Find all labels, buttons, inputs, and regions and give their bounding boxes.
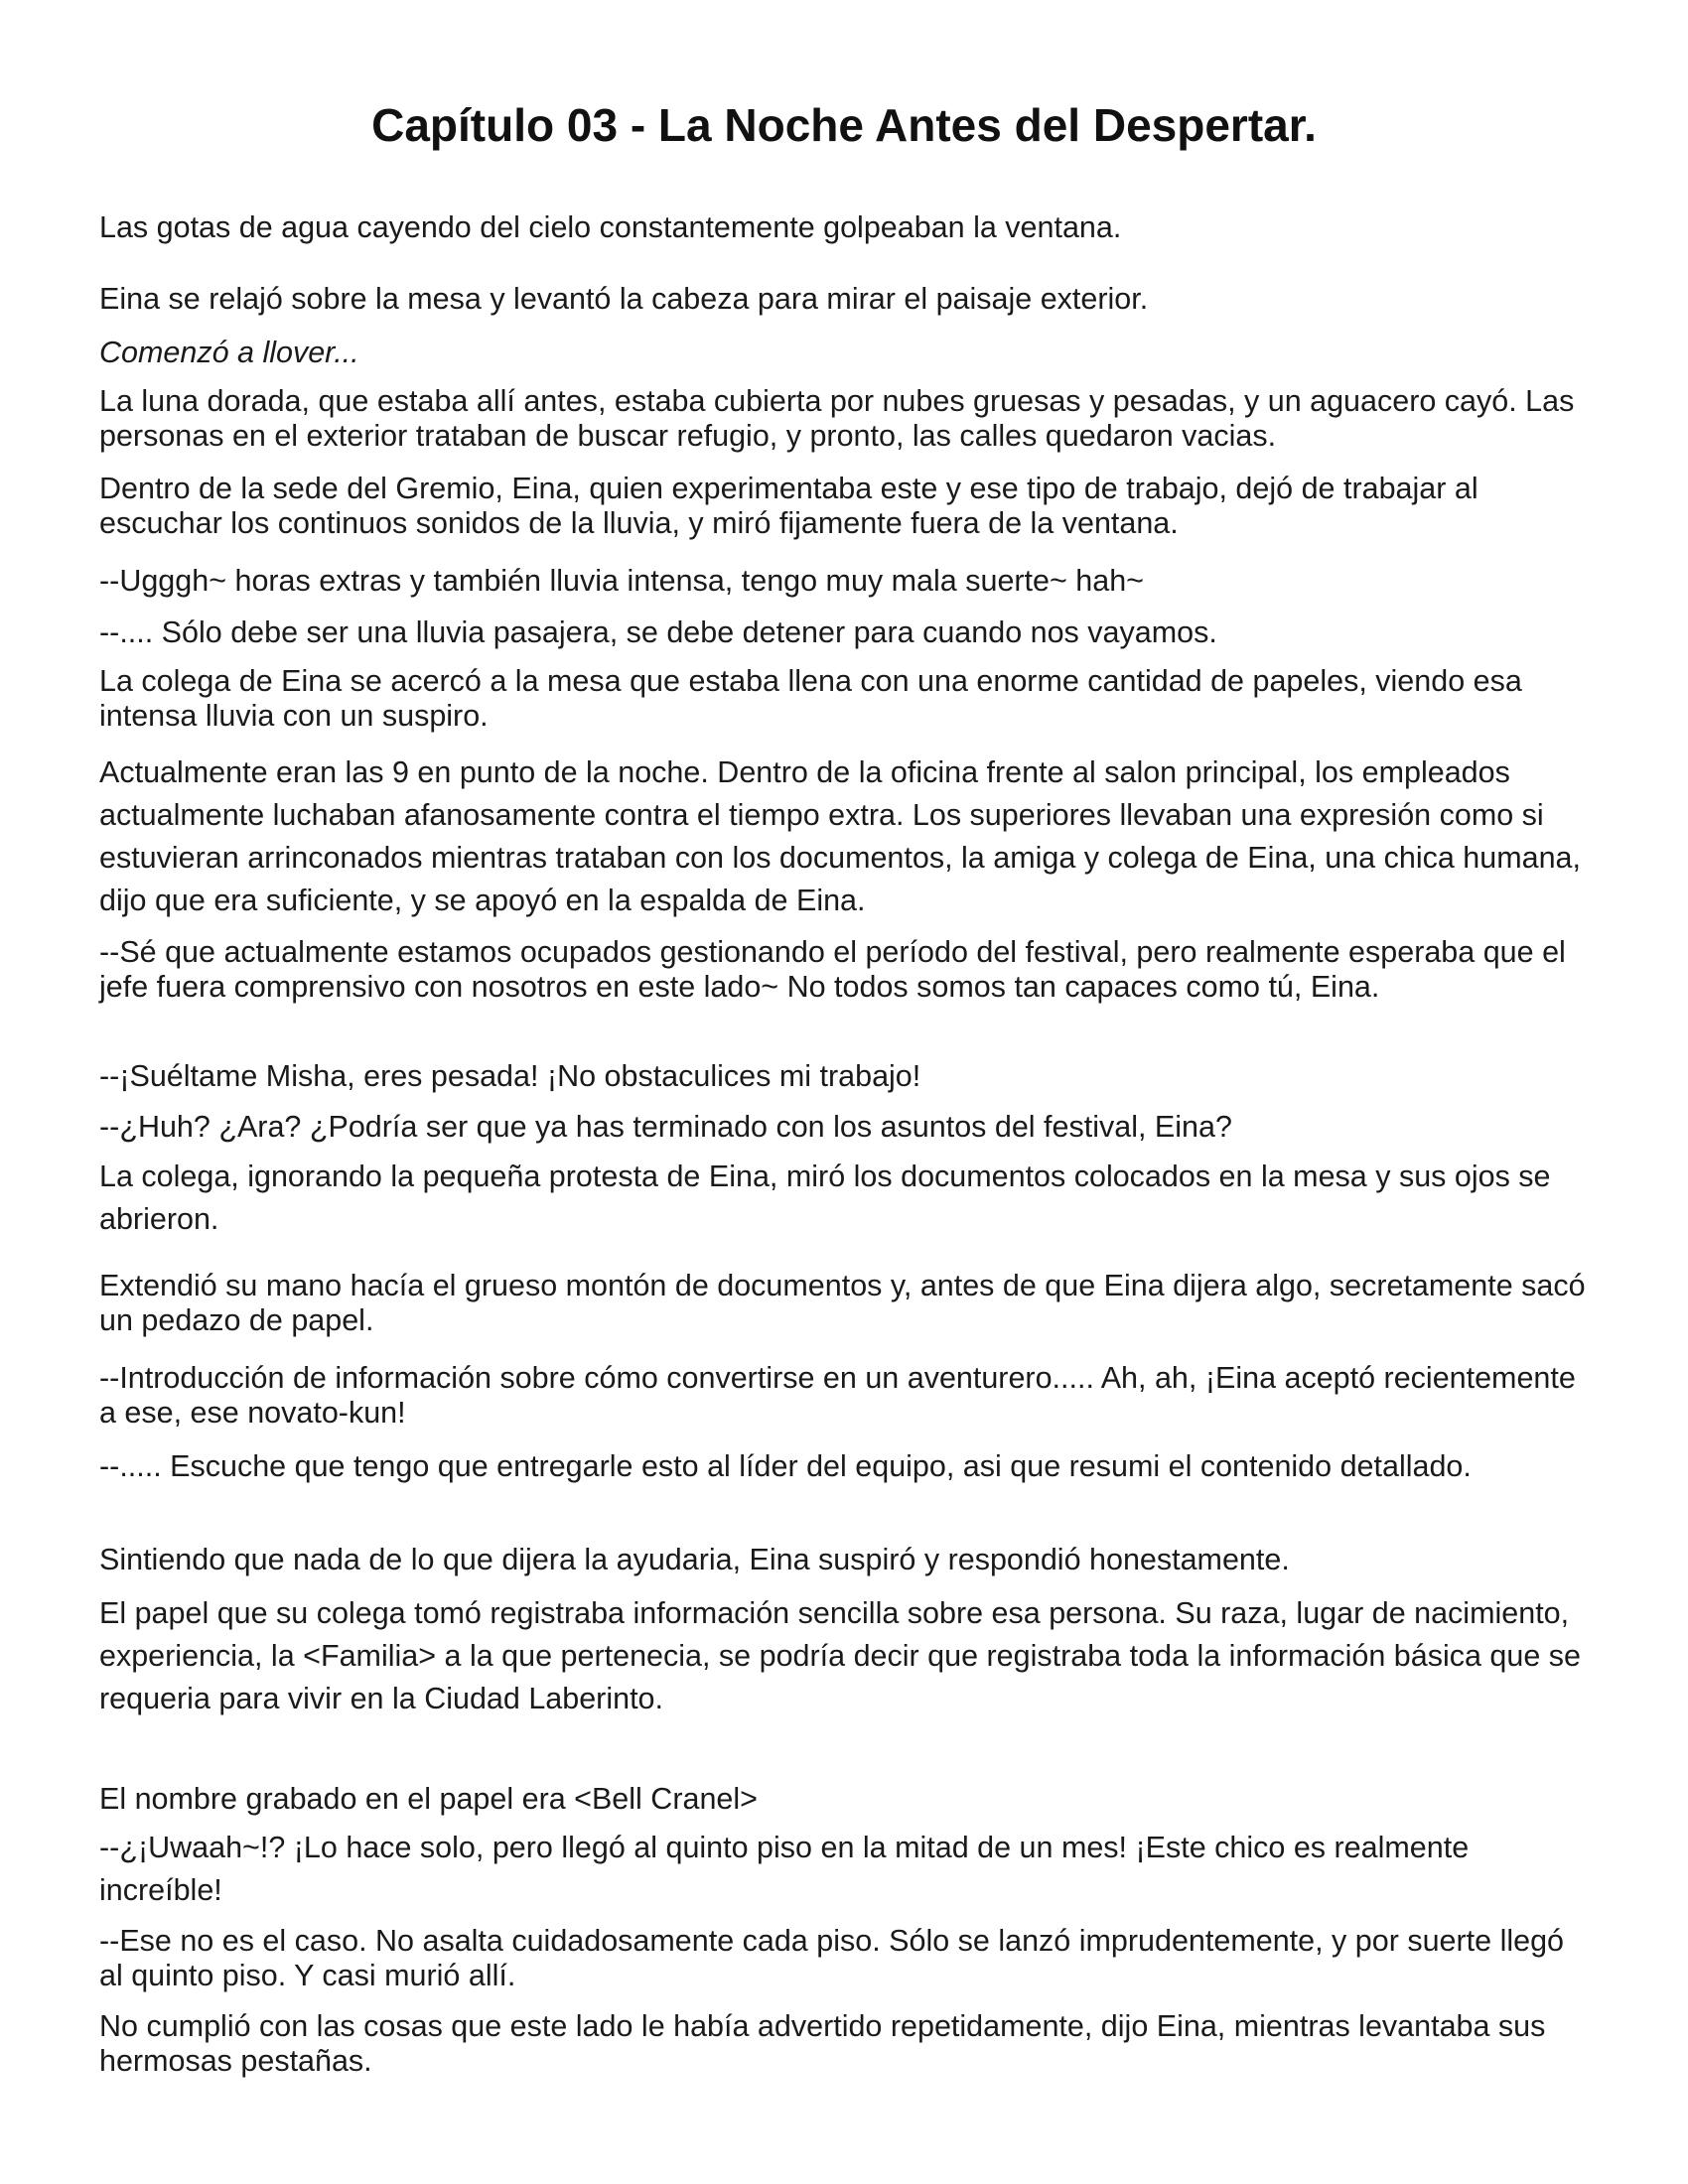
dialogue-line: --¡Suéltame Misha, eres pesada! ¡No obstaculices mi trabajo! xyxy=(99,1059,921,1093)
dialogue-line: --¿¡Uwaah~!? ¡Lo hace solo, pero llegó al quinto piso en la mitad de un mes! ¡Este chico es realmente increíble! xyxy=(99,1831,1470,1907)
chapter-title: Capítulo 03 - La Noche Antes del Despertar. xyxy=(371,99,1317,151)
dialogue-line: --Ugggh~ horas extras y también lluvia intensa, tengo muy mala suerte~ hah~ xyxy=(99,564,1144,598)
paragraph: Dentro de la sede del Gremio, Eina, quien experimentaba este y ese tipo de trabajo, dejó de trabajar al escuchar los continuos sonidos de la lluvia, y miró fijamente fuera de la ventana. xyxy=(99,472,1478,540)
paragraph: La luna dorada, que estaba allí antes, estaba cubierta por nubes gruesas y pesadas, y un aguacero cayó. Las personas en el exterior trataban de buscar refugio, y pronto, las calles quedaron vacias. xyxy=(99,384,1575,453)
paragraph: No cumplió con las cosas que este lado le había advertido repetidamente, dijo Eina, mientras levantaba sus hermosas pestañas. xyxy=(99,2009,1546,2078)
paragraph: Actualmente eran las 9 en punto de la noche. Dentro de la oficina frente al salon principal, los empleados actualmente luchaban afanosamente contra el tiempo extra. Los superiores llevaban una expresión como si estuvieran arrinconados mientras trataban con los documentos, la amiga y colega de Eina, una chica humana, dijo que era suficiente, y se apoyó en la espalda de Eina. xyxy=(99,755,1581,917)
paragraph: La colega, ignorando la pequeña protesta de Eina, miró los documentos colocados en la mesa y sus ojos se abrieron. xyxy=(99,1160,1551,1236)
dialogue-line: --.... Sólo debe ser una lluvia pasajera, se debe detener para cuando nos vayamos. xyxy=(99,615,1217,649)
dialogue-line: --Ese no es el caso. No asalta cuidadosamente cada piso. Sólo se lanzó imprudentemente, y por suerte llegó al quinto piso. Y casi murió allí. xyxy=(99,1924,1565,1992)
paragraph: El papel que su colega tomó registraba información sencilla sobre esa persona. Su raza, lugar de nacimiento, experiencia, la <Familia> a la que pertenecia, se podría decir que registraba toda la información básica que se requeria para vivir en la Ciudad Laberinto. xyxy=(99,1596,1581,1715)
dialogue-line: --Sé que actualmente estamos ocupados gestionando el período del festival, pero realmente esperaba que el jefe fuera comprensivo con nosotros en este lado~ No todos somos tan capaces como tú, Eina. xyxy=(99,935,1566,1004)
paragraph: Sintiendo que nada de lo que dijera la ayudaria, Eina suspiró y respondió honestamente. xyxy=(99,1543,1290,1576)
paragraph: El nombre grabado en el papel era <Bell Cranel> xyxy=(99,1782,758,1816)
paragraph: Extendió su mano hacía el grueso montón de documentos y, antes de que Eina dijera algo, secretamente sacó un pedazo de papel. xyxy=(99,1269,1586,1337)
dialogue-line: --Introducción de información sobre cómo convertirse en un aventurero..... Ah, ah, ¡Eina aceptó recientemente a ese, ese novato-kun! xyxy=(99,1361,1576,1430)
dialogue-line: --..... Escuche que tengo que entregarle esto al líder del equipo, asi que resumi el contenido detallado. xyxy=(99,1449,1472,1483)
dialogue-line: --¿Huh? ¿Ara? ¿Podría ser que ya has terminado con los asuntos del festival, Eina? xyxy=(99,1110,1232,1144)
paragraph-italic: Comenzó a llover... xyxy=(99,336,359,369)
paragraph: La colega de Eina se acercó a la mesa que estaba llena con una enorme cantidad de papeles, viendo esa intensa lluvia con un suspiro. xyxy=(99,664,1522,733)
paragraph: Eina se relajó sobre la mesa y levantó la cabeza para mirar el paisaje exterior. xyxy=(99,282,1149,316)
paragraph: Las gotas de agua cayendo del cielo constantemente golpeaban la ventana. xyxy=(99,210,1122,244)
